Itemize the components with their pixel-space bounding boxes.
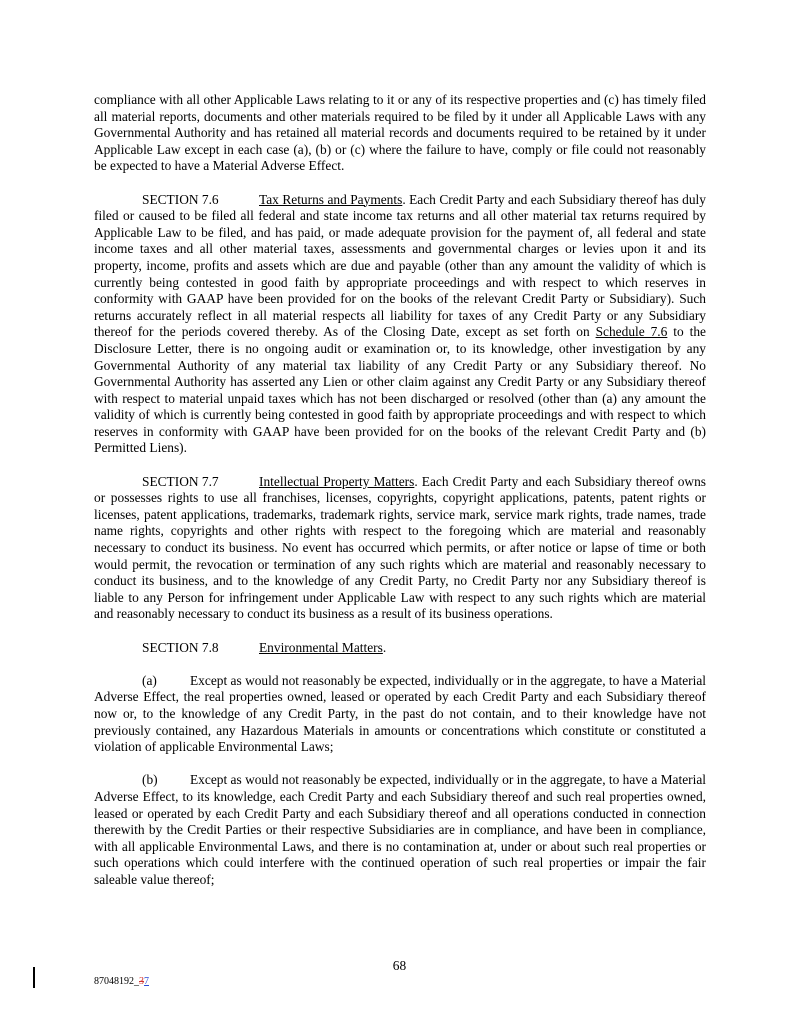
subsection-label: (b) bbox=[142, 772, 158, 788]
subsection-body: Except as would not reasonably be expected, individually or in the aggregate, to have a Material Adverse Effect, to its knowledge, each Credit Party and each Subsidiary thereof and such real properties owned, leased or operated by each Credit Party and each Subsidiary thereof and all operations conducted in connection therewith by the Credit Parties or their respective Subsidiaries are in compliance, and have been in compliance, with all applicable Environmental Laws, and there is no contamination at, under or about such real properties or such operations which could interfere with the continued operation of such real properties or impair the fair saleable value thereof; bbox=[94, 772, 706, 887]
document-page bbox=[94, 92, 706, 889]
schedule-reference: Schedule 7.6 bbox=[595, 324, 668, 340]
paragraph-continuation: compliance with all other Applicable Laws relating to it or any of its respective properties and (c) has timely filed all material reports, documents and other materials required to be filed by it under all Applicable Laws with any Governmental Authority and has retained all material records and documents required to be retained by it under Applicable Law except in each case (a), (b) or (c) where the failure to have, comply or file could not reasonably be expected to have a Material Adverse Effect. bbox=[94, 92, 706, 174]
subsection-body: Except as would not reasonably be expected, individually or in the aggregate, to have a Material Adverse Effect, the real properties owned, leased or operated by each Credit Party and each Subsidiary thereof now or, to the knowledge of any Credit Party, in the past do not contain, and to their knowledge have not previously contained, any Hazardous Materials in amounts or concentrations which constitute or constituted a violation of applicable Environmental Laws; bbox=[94, 672, 706, 755]
section-body: . Each Credit Party and each Subsidiary thereof has duly filed or caused to be filed all federal and state income tax returns and all other material tax returns required by Applicable Law to be filed, and has paid, or made adequate provision for the payment of, all federal and state income taxes and all other material taxes, assessments and governmental charges or levies upon it and its property, income, profits and assets which are due and payable (other than any amount the validity of which is currently being contested in good faith by appropriate proceedings and with respect to which reserves in conformity with GAAP have been provided for on the books of the relevant Credit Party or Subsidiary). Such returns accurately reflect in all material respects all liability for taxes of any Credit Party or any Subsidiary thereof for the periods covered thereby. As of the Closing Date, except as set forth on bbox=[94, 191, 706, 340]
section-number: SECTION 7.7 bbox=[142, 473, 219, 489]
section-7-6 bbox=[94, 192, 706, 458]
section-title-suffix: . bbox=[382, 639, 387, 655]
section-title: Environmental Matters bbox=[259, 639, 383, 655]
section-body-cont: to the Disclosure Letter, there is no ongoing audit or examination or, to its knowledge, other investigation by any Governmental Authority of any material tax liability of any Credit Party or any Subsidiary thereof. No Governmental Authority has asserted any Lien or other claim against any Credit Party or any Subsidiary thereof with respect to material unpaid taxes which has not been discharged or resolved (other than (a) any amount the validity of which is currently being contested in good faith by appropriate proceedings and with respect to which reserves in conformity with GAAP have been provided for on the books of the relevant Credit Party and (b) Permitted Liens). bbox=[94, 324, 707, 456]
subsection-label: (a) bbox=[142, 672, 157, 688]
document-id-deleted: 3 bbox=[139, 976, 144, 987]
document-id bbox=[94, 976, 149, 987]
document-id-inserted: 7 bbox=[144, 976, 149, 987]
section-number: SECTION 7.6 bbox=[142, 191, 219, 207]
page-number: 68 bbox=[392, 958, 407, 973]
subsection-a bbox=[94, 673, 706, 756]
change-bar bbox=[33, 967, 35, 988]
section-title: Intellectual Property Matters bbox=[259, 473, 415, 489]
section-body: . Each Credit Party and each Subsidiary thereof owns or possesses rights to use all franchises, licenses, copyrights, copyright applications, patents, patent rights or licenses, patent applications, trademarks, trademark rights, service mark, service mark rights, trade names, trade name rights, copyrights and other rights with respect to the foregoing which are material and reasonably necessary to conduct its business. No event has occurred which permits, or after notice or lapse of time or both would permit, the revocation or termination of any such rights which are material and reasonably necessary to conduct its business, and to the knowledge of any Credit Party, no Credit Party nor any Subsidiary thereof is liable to any Person for infringement under Applicable Law with respect to any such rights which are material and reasonably necessary to conduct its business as a result of its business operations. bbox=[94, 473, 706, 622]
subsection-b bbox=[94, 772, 706, 888]
section-7-8 bbox=[94, 640, 706, 657]
section-number: SECTION 7.8 bbox=[142, 639, 219, 655]
section-7-7 bbox=[94, 474, 706, 623]
document-id-prefix: 87048192_ bbox=[94, 976, 139, 987]
section-title: Tax Returns and Payments bbox=[259, 191, 403, 207]
